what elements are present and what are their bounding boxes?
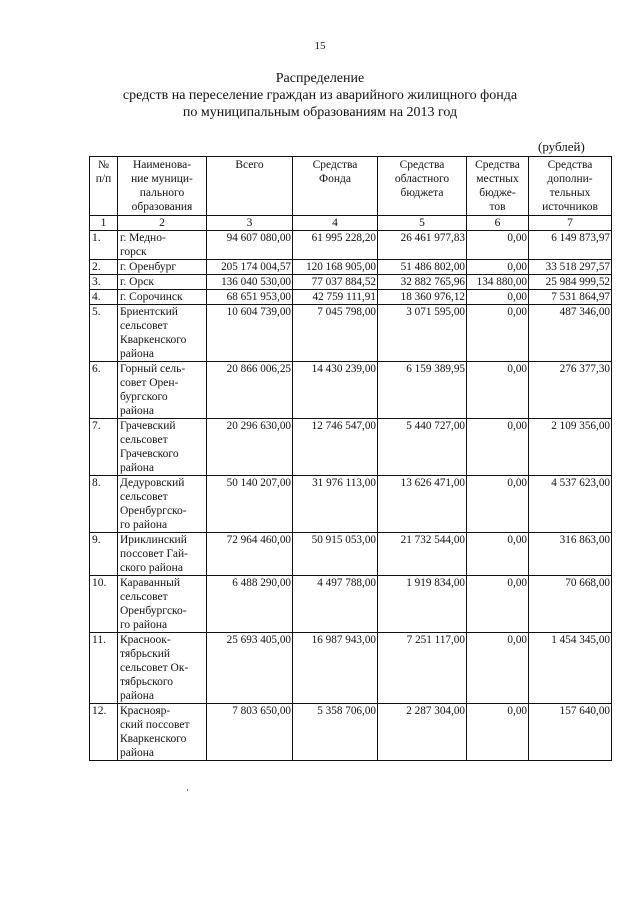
municipality-name-cell: Бриентский сельсовет Кваркенского района	[118, 305, 207, 362]
units-label: (рублей)	[538, 139, 585, 154]
row-number-cell: 10.	[90, 576, 118, 633]
column-index-cell: 1	[90, 216, 118, 231]
local-budget-cell: 134 880,00	[467, 275, 529, 290]
distribution-table	[89, 156, 612, 761]
column-header: Средства местных бюдже- тов	[467, 157, 529, 216]
total-cell: 94 607 080,00	[207, 231, 293, 260]
title-line-3: по муниципальным образованиям на 2013 год	[182, 105, 458, 120]
column-index-cell: 3	[207, 216, 293, 231]
table-body	[90, 231, 612, 761]
local-budget-cell: 0,00	[467, 704, 529, 761]
regional-budget-cell: 26 461 977,83	[378, 231, 467, 260]
regional-budget-cell: 32 882 765,96	[378, 275, 467, 290]
local-budget-cell: 0,00	[467, 633, 529, 704]
table-row	[90, 362, 612, 419]
table-column-index-row	[90, 216, 612, 231]
page-number: 15	[314, 40, 326, 52]
column-header: № п/п	[90, 157, 118, 216]
table-row	[90, 476, 612, 533]
row-number-cell: 5.	[90, 305, 118, 362]
document-title	[0, 70, 640, 121]
local-budget-cell: 0,00	[467, 576, 529, 633]
regional-budget-cell: 7 251 117,00	[378, 633, 467, 704]
total-cell: 205 174 004,57	[207, 260, 293, 275]
additional-sources-cell: 316 863,00	[529, 533, 612, 576]
municipality-name-cell: Краснояр- ский поссовет Кваркенского района	[118, 704, 207, 761]
column-header: Средства дополни- тельных источников	[529, 157, 612, 216]
additional-sources-cell: 4 537 623,00	[529, 476, 612, 533]
municipality-name-cell: г. Орск	[118, 275, 207, 290]
regional-budget-cell: 21 732 544,00	[378, 533, 467, 576]
local-budget-cell: 0,00	[467, 260, 529, 275]
table-header-row	[90, 157, 612, 216]
total-cell: 68 651 953,00	[207, 290, 293, 305]
fund-cell: 4 497 788,00	[293, 576, 378, 633]
total-cell: 10 604 739,00	[207, 305, 293, 362]
total-cell: 136 040 530,00	[207, 275, 293, 290]
row-number-cell: 7.	[90, 419, 118, 476]
municipality-name-cell: Ириклинский поссовет Гай- ского района	[118, 533, 207, 576]
row-number-cell: 6.	[90, 362, 118, 419]
regional-budget-cell: 51 486 802,00	[378, 260, 467, 275]
table-row	[90, 305, 612, 362]
additional-sources-cell: 276 377,30	[529, 362, 612, 419]
total-cell: 6 488 290,00	[207, 576, 293, 633]
table-row	[90, 704, 612, 761]
additional-sources-cell: 157 640,00	[529, 704, 612, 761]
regional-budget-cell: 2 287 304,00	[378, 704, 467, 761]
title-line-2: средств на переселение граждан из аварийного жилищного фонда	[122, 88, 518, 103]
local-budget-cell: 0,00	[467, 419, 529, 476]
fund-cell: 61 995 228,20	[293, 231, 378, 260]
fund-cell: 12 746 547,00	[293, 419, 378, 476]
regional-budget-cell: 13 626 471,00	[378, 476, 467, 533]
regional-budget-cell: 5 440 727,00	[378, 419, 467, 476]
fund-cell: 14 430 239,00	[293, 362, 378, 419]
row-number-cell: 11.	[90, 633, 118, 704]
total-cell: 72 964 460,00	[207, 533, 293, 576]
table-row	[90, 533, 612, 576]
municipality-name-cell: Дедуровский сельсовет Оренбургско- го района	[118, 476, 207, 533]
local-budget-cell: 0,00	[467, 305, 529, 362]
fund-cell: 16 987 943,00	[293, 633, 378, 704]
row-number-cell: 8.	[90, 476, 118, 533]
column-index-cell: 2	[118, 216, 207, 231]
municipality-name-cell: Грачевский сельсовет Грачевского района	[118, 419, 207, 476]
table-row	[90, 260, 612, 275]
total-cell: 50 140 207,00	[207, 476, 293, 533]
row-number-cell: 3.	[90, 275, 118, 290]
total-cell: 25 693 405,00	[207, 633, 293, 704]
local-budget-cell: 0,00	[467, 362, 529, 419]
column-index-cell: 6	[467, 216, 529, 231]
table-row	[90, 576, 612, 633]
regional-budget-cell: 6 159 389,95	[378, 362, 467, 419]
column-index-cell: 5	[378, 216, 467, 231]
fund-cell: 42 759 111,91	[293, 290, 378, 305]
total-cell: 20 866 006,25	[207, 362, 293, 419]
regional-budget-cell: 3 071 595,00	[378, 305, 467, 362]
additional-sources-cell: 6 149 873,97	[529, 231, 612, 260]
fund-cell: 120 168 905,00	[293, 260, 378, 275]
row-number-cell: 2.	[90, 260, 118, 275]
row-number-cell: 4.	[90, 290, 118, 305]
municipality-name-cell: г. Медно- горск	[118, 231, 207, 260]
row-number-cell: 12.	[90, 704, 118, 761]
column-header: Средства областного бюджета	[378, 157, 467, 216]
column-header: Наименова- ние муници- пального образования	[118, 157, 207, 216]
row-number-cell: 1.	[90, 231, 118, 260]
fund-cell: 7 045 798,00	[293, 305, 378, 362]
local-budget-cell: 0,00	[467, 290, 529, 305]
additional-sources-cell: 487 346,00	[529, 305, 612, 362]
total-cell: 7 803 650,00	[207, 704, 293, 761]
additional-sources-cell: 70 668,00	[529, 576, 612, 633]
column-index-cell: 4	[293, 216, 378, 231]
stray-mark	[187, 789, 188, 791]
fund-cell: 31 976 113,00	[293, 476, 378, 533]
additional-sources-cell: 25 984 999,52	[529, 275, 612, 290]
local-budget-cell: 0,00	[467, 231, 529, 260]
total-cell: 20 296 630,00	[207, 419, 293, 476]
row-number-cell: 9.	[90, 533, 118, 576]
table-row	[90, 633, 612, 704]
table-row	[90, 275, 612, 290]
municipality-name-cell: Караванный сельсовет Оренбургско- го района	[118, 576, 207, 633]
title-line-1: Распределение	[275, 71, 365, 86]
municipality-name-cell: г. Оренбург	[118, 260, 207, 275]
table-row	[90, 419, 612, 476]
table-row	[90, 231, 612, 260]
additional-sources-cell: 1 454 345,00	[529, 633, 612, 704]
fund-cell: 50 915 053,00	[293, 533, 378, 576]
column-header: Всего	[207, 157, 293, 216]
additional-sources-cell: 7 531 864,97	[529, 290, 612, 305]
local-budget-cell: 0,00	[467, 533, 529, 576]
local-budget-cell: 0,00	[467, 476, 529, 533]
municipality-name-cell: Красноок- тябрьский сельсовет Ок- тябрьского района	[118, 633, 207, 704]
regional-budget-cell: 18 360 976,12	[378, 290, 467, 305]
municipality-name-cell: Горный сель- совет Орен- бургского района	[118, 362, 207, 419]
regional-budget-cell: 1 919 834,00	[378, 576, 467, 633]
additional-sources-cell: 2 109 356,00	[529, 419, 612, 476]
fund-cell: 77 037 884,52	[293, 275, 378, 290]
column-index-cell: 7	[529, 216, 612, 231]
additional-sources-cell: 33 518 297,57	[529, 260, 612, 275]
table-row	[90, 290, 612, 305]
column-header: Средства Фонда	[293, 157, 378, 216]
municipality-name-cell: г. Сорочинск	[118, 290, 207, 305]
fund-cell: 5 358 706,00	[293, 704, 378, 761]
